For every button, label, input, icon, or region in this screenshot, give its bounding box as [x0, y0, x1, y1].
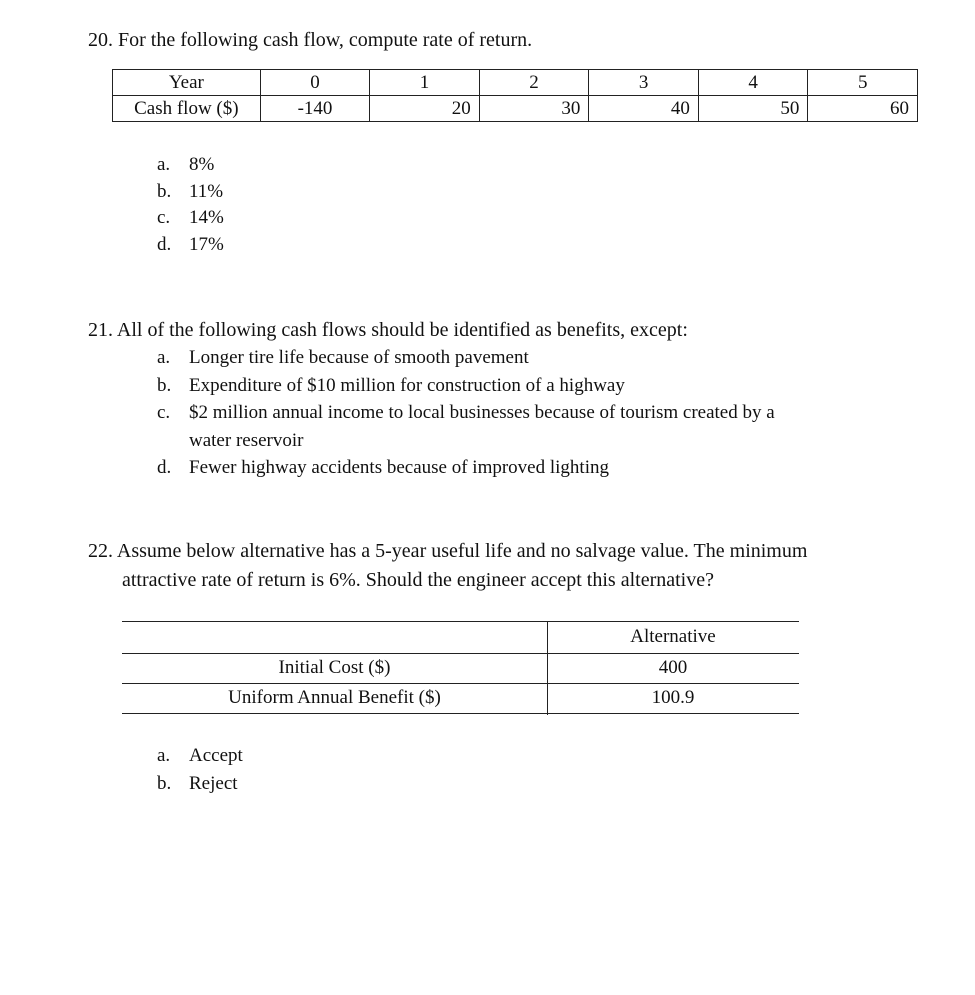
option-c: c. 14%	[157, 207, 224, 228]
option-c-continuation: water reservoir	[189, 430, 304, 451]
cash-flow-cell: 60	[808, 96, 918, 122]
year-cell: 2	[479, 70, 589, 96]
cash-flow-cell: 20	[370, 96, 480, 122]
cash-flow-table	[112, 69, 918, 122]
initial-cost-value: 400	[658, 657, 688, 678]
option-c: c. $2 million annual income to local businesses because of tourism created by a	[157, 402, 775, 423]
question-21-title: 21. All of the following cash flows should be identified as benefits, except:	[88, 319, 688, 341]
option-a: a. Accept	[157, 745, 243, 766]
option-b: b. Expenditure of $10 million for construction of a highway	[157, 375, 625, 396]
initial-cost-label: Initial Cost ($)	[278, 657, 391, 678]
year-cell: 5	[808, 70, 918, 96]
year-cell: 1	[370, 70, 480, 96]
table-rule	[122, 653, 799, 654]
option-a: a. 8%	[157, 154, 215, 175]
year-row	[113, 70, 918, 96]
alternative-header: Alternative	[630, 626, 716, 647]
year-cell: 0	[260, 70, 370, 96]
option-b: b. Reject	[157, 773, 238, 794]
annual-benefit-value: 100.9	[651, 687, 695, 708]
table-rule	[122, 621, 799, 622]
cash-flow-cell: 30	[479, 96, 589, 122]
question-20-title: 20. For the following cash flow, compute rate of return.	[88, 29, 533, 51]
year-cell: 3	[589, 70, 699, 96]
question-22-title-continued: attractive rate of return is 6%. Should the engineer accept this alternative?	[122, 569, 714, 591]
option-b: b. 11%	[157, 180, 224, 202]
cash-flow-cell: -140	[260, 96, 370, 122]
annual-benefit-label: Uniform Annual Benefit ($)	[228, 687, 441, 708]
year-cell: 4	[698, 70, 808, 96]
year-label: Year	[113, 70, 261, 96]
option-d: d. 17%	[157, 233, 224, 255]
question-22-title: 22. Assume below alternative has a 5-year useful life and no salvage value. The minimum	[88, 540, 808, 562]
option-d: d. Fewer highway accidents because of improved lighting	[157, 457, 609, 478]
cash-flow-cell: 50	[698, 96, 808, 122]
table-rule	[122, 713, 799, 714]
cash-flow-cell: 40	[589, 96, 699, 122]
option-a: a. Longer tire life because of smooth pavement	[157, 347, 529, 368]
question-20-options	[157, 152, 224, 258]
cash-flow-label: Cash flow ($)	[113, 96, 261, 122]
table-rule	[122, 683, 799, 684]
question-22-options	[157, 743, 243, 799]
cash-flow-row	[113, 96, 918, 122]
